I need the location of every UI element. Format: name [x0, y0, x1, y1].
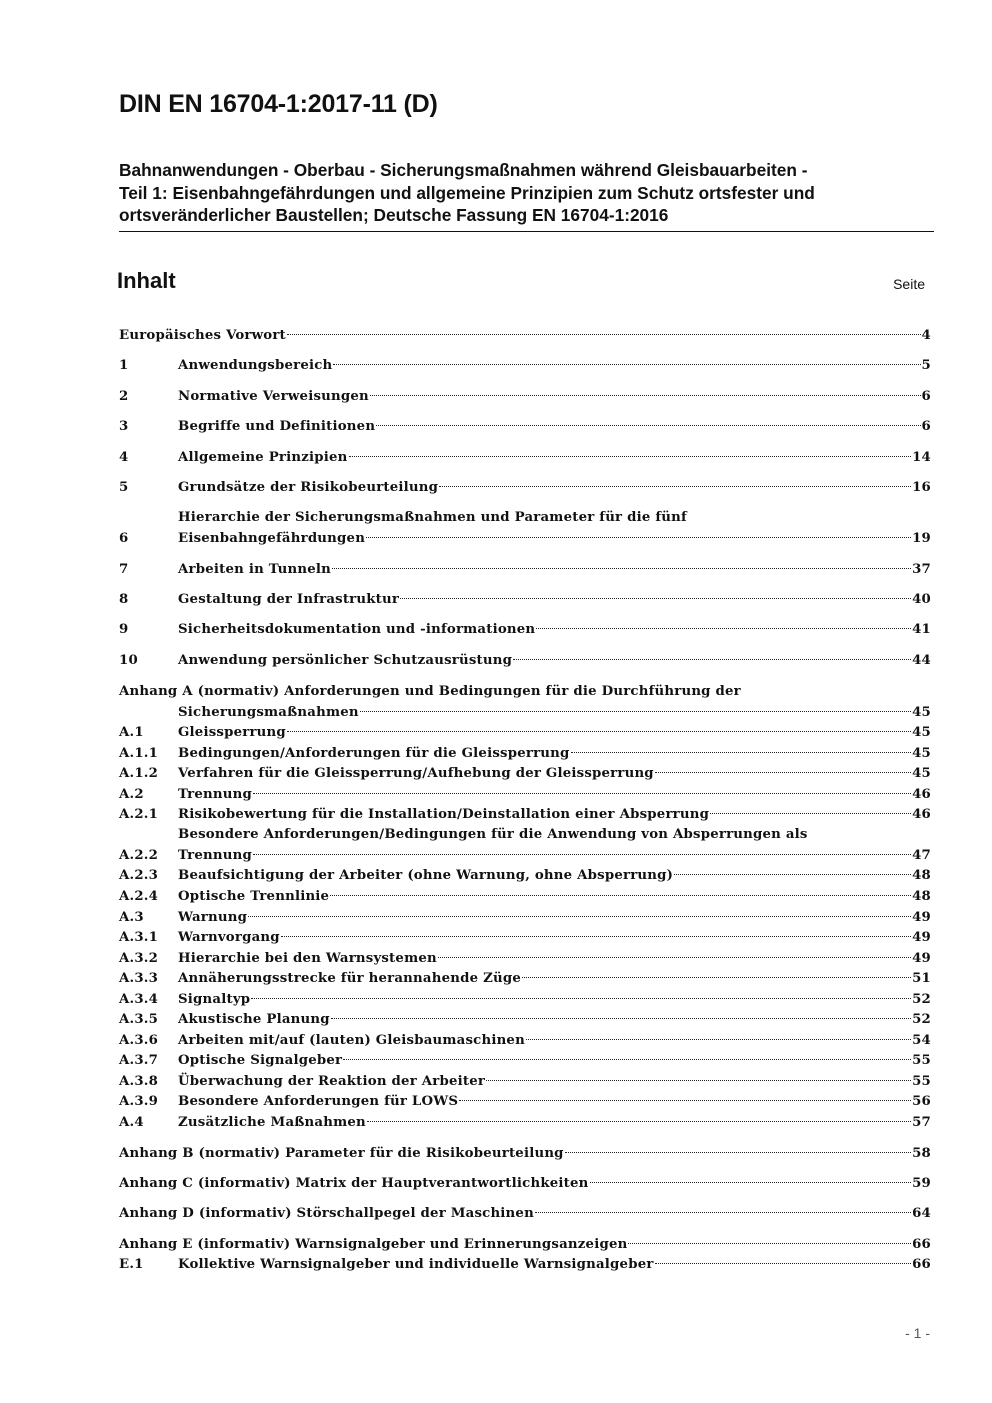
- toc-entry-page: 49: [912, 910, 931, 925]
- toc-entry-page: 48: [912, 889, 931, 904]
- toc-entry-page: 6: [921, 389, 931, 404]
- toc-entry[interactable]: [119, 866, 931, 886]
- toc-entry-number: A.2.1: [119, 807, 159, 822]
- toc-entry[interactable]: [119, 510, 931, 549]
- toc-entry-page: 66: [912, 1257, 931, 1272]
- toc-entry-title: Eisenbahngefährdungen: [178, 531, 366, 546]
- subtitle-line: Teil 1: Eisenbahngefährdungen und allgemeine Prinzipien zum Schutz ortsfester und: [119, 182, 815, 203]
- toc-entry-number: A.3.5: [119, 1012, 159, 1027]
- toc-entry-title: Arbeiten in Tunneln: [178, 562, 332, 577]
- toc-entry[interactable]: [119, 805, 931, 825]
- toc-entry-title: Trennung: [178, 848, 252, 863]
- toc-entry-page: 48: [912, 868, 931, 883]
- toc-entry-page: 46: [912, 807, 931, 822]
- dot-leader: [333, 364, 920, 365]
- dot-leader: [332, 568, 911, 569]
- toc-entry[interactable]: [119, 827, 931, 866]
- toc-entry[interactable]: [119, 887, 931, 907]
- toc-entry-number: 3: [119, 419, 129, 434]
- toc-entry-title: Überwachung der Reaktion der Arbeiter: [178, 1074, 486, 1089]
- toc-entry-number: A.2.4: [119, 889, 159, 904]
- toc-entry-title: Sicherungsmaßnahmen: [178, 705, 359, 720]
- toc-heading: Inhalt: [117, 268, 176, 293]
- toc-entry[interactable]: [119, 1235, 931, 1255]
- dot-leader: [253, 854, 911, 855]
- toc-entry-title: Anhang B (normativ) Parameter für die Risikobeurteilung: [119, 1146, 564, 1161]
- toc-entry-number: 7: [119, 562, 129, 577]
- toc-entry-page: 55: [912, 1053, 931, 1068]
- toc-entry-page: 66: [912, 1237, 931, 1252]
- toc-entry-number: A.3.6: [119, 1033, 159, 1048]
- toc-entry-number: E.1: [119, 1257, 144, 1272]
- toc-entry-title: Verfahren für die Gleissperrung/Aufhebung der Gleissperrung: [178, 766, 654, 781]
- subtitle-line: ortsveränderlicher Baustellen; Deutsche Fassung EN 16704-1:2016: [119, 205, 669, 225]
- toc-entry[interactable]: [119, 478, 931, 498]
- dot-leader: [655, 1263, 912, 1264]
- toc-entry[interactable]: [119, 356, 931, 376]
- toc-entry[interactable]: [119, 684, 931, 723]
- document-id: DIN EN 16704-1:2017-11 (D): [119, 90, 438, 118]
- toc-entry[interactable]: [119, 990, 931, 1010]
- page-number: - 1 -: [905, 1325, 930, 1341]
- toc-entry[interactable]: [119, 949, 931, 969]
- toc-entry-title: Grundsätze der Risikobeurteilung: [178, 480, 439, 495]
- dot-leader: [343, 1059, 911, 1060]
- toc-entry-title: Signaltyp: [178, 992, 251, 1007]
- dot-leader: [367, 1121, 911, 1122]
- toc-entry-number: 6: [119, 531, 129, 546]
- toc-entry-title: Anwendungsbereich: [178, 358, 333, 373]
- toc-entry-number: 2: [119, 389, 129, 404]
- toc-entry-title: Akustische Planung: [178, 1012, 330, 1027]
- toc-entry-page: 57: [912, 1115, 931, 1130]
- dot-leader: [459, 1100, 911, 1101]
- toc-entry-page: 56: [912, 1094, 931, 1109]
- dot-leader: [287, 334, 921, 335]
- toc-entry-title-line1: Hierarchie der Sicherungsmaßnahmen und Parameter für die fünf: [178, 510, 687, 525]
- toc-entry-number: A.3: [119, 910, 144, 925]
- toc-entry-page: 45: [912, 705, 931, 720]
- toc-entry-page: 47: [912, 848, 931, 863]
- toc-entry-title: Normative Verweisungen: [178, 389, 369, 404]
- toc-entry[interactable]: [119, 417, 931, 437]
- dot-leader: [251, 998, 911, 999]
- toc-entry[interactable]: [119, 908, 931, 928]
- toc-entry-page: 55: [912, 1074, 931, 1089]
- toc-entry[interactable]: [119, 723, 931, 743]
- dot-leader: [513, 659, 911, 660]
- toc-entry-page: 45: [912, 725, 931, 740]
- toc-entry-number: A.4: [119, 1115, 144, 1130]
- toc-entry-title: Arbeiten mit/auf (lauten) Gleisbaumaschinen: [178, 1033, 525, 1048]
- toc-entry-title: Warnvorgang: [178, 930, 280, 945]
- dot-leader: [360, 711, 911, 712]
- toc-entry-page: 45: [912, 746, 931, 761]
- table-of-contents: [119, 0, 931, 1403]
- toc-entry-number: A.3.9: [119, 1094, 159, 1109]
- toc-entry-page: 54: [912, 1033, 931, 1048]
- toc-entry-page: 52: [912, 1012, 931, 1027]
- toc-entry-page: 37: [912, 562, 931, 577]
- dot-leader: [486, 1080, 911, 1081]
- toc-entry-title: Begriffe und Definitionen: [178, 419, 376, 434]
- toc-entry-page: 51: [912, 971, 931, 986]
- toc-entry-title: Anhang D (informativ) Störschallpegel der Maschinen: [119, 1206, 534, 1221]
- toc-entry-number: A.3.2: [119, 951, 159, 966]
- toc-entry-title: Hierarchie bei den Warnsystemen: [178, 951, 437, 966]
- toc-entry-number: 4: [119, 450, 129, 465]
- toc-entry-page: 64: [912, 1206, 931, 1221]
- toc-entry-page: 4: [921, 328, 931, 343]
- toc-entry-number: A.1.2: [119, 766, 159, 781]
- subtitle-line: Bahnanwendungen - Oberbau - Sicherungsmaßnahmen während Gleisbauarbeiten -: [119, 160, 808, 180]
- toc-entry-number: A.2.2: [119, 848, 159, 863]
- toc-entry-page: 5: [921, 358, 931, 373]
- toc-entry-number: A.2.3: [119, 868, 159, 883]
- toc-entry-page: 14: [912, 450, 931, 465]
- toc-entry-number: A.1: [119, 725, 144, 740]
- toc-entry[interactable]: [119, 326, 931, 346]
- toc-entry[interactable]: [119, 785, 931, 805]
- toc-entry-page: 41: [912, 622, 931, 637]
- toc-entry-page: 49: [912, 930, 931, 945]
- dot-leader: [628, 1243, 911, 1244]
- toc-entry[interactable]: [119, 1174, 931, 1194]
- toc-entry-number: 5: [119, 480, 129, 495]
- toc-entry-page: 59: [912, 1176, 931, 1191]
- dot-leader: [349, 456, 912, 457]
- toc-entry-title: Annäherungsstrecke für herannahende Züge: [178, 971, 522, 986]
- toc-entry[interactable]: [119, 1072, 931, 1092]
- toc-entry[interactable]: [119, 1144, 931, 1164]
- dot-leader: [330, 895, 911, 896]
- dot-leader: [248, 916, 911, 917]
- toc-entry-page: 40: [912, 592, 931, 607]
- dot-leader: [536, 628, 911, 629]
- toc-entry-number: A.3.4: [119, 992, 159, 1007]
- dot-leader: [400, 598, 911, 599]
- dot-leader: [674, 874, 911, 875]
- page-column-label: Seite: [893, 276, 925, 292]
- dot-leader: [590, 1182, 912, 1183]
- toc-entry-page: 6: [921, 419, 931, 434]
- dot-leader: [253, 793, 911, 794]
- toc-entry-page: 16: [912, 480, 931, 495]
- toc-entry-title: Gleissperrung: [178, 725, 286, 740]
- toc-entry-number: A.1.1: [119, 746, 159, 761]
- toc-entry[interactable]: [119, 764, 931, 784]
- toc-entry-title: Beaufsichtigung der Arbeiter (ohne Warnung, ohne Absperrung): [178, 868, 674, 883]
- toc-entry-page: 52: [912, 992, 931, 1007]
- toc-entry[interactable]: [119, 1010, 931, 1030]
- dot-leader: [287, 731, 911, 732]
- toc-entry-title: Anhang E (informativ) Warnsignalgeber und Erinnerungsanzeigen: [119, 1237, 628, 1252]
- toc-entry-number: A.3.7: [119, 1053, 159, 1068]
- toc-entry-number: 8: [119, 592, 129, 607]
- toc-entry-number: 10: [119, 653, 138, 668]
- toc-entry-title: Europäisches Vorwort: [119, 328, 286, 343]
- dot-leader: [439, 486, 911, 487]
- dot-leader: [522, 977, 911, 978]
- toc-entry-page: 45: [912, 766, 931, 781]
- toc-entry[interactable]: [119, 1255, 931, 1275]
- toc-entry[interactable]: [119, 1051, 931, 1071]
- toc-entry-page: 58: [912, 1146, 931, 1161]
- dot-leader: [565, 1152, 911, 1153]
- toc-entry-title: Bedingungen/Anforderungen für die Gleissperrung: [178, 746, 570, 761]
- dot-leader: [281, 936, 911, 937]
- toc-entry-title: Sicherheitsdokumentation und -informationen: [178, 622, 536, 637]
- toc-entry-page: 44: [912, 653, 931, 668]
- toc-entry[interactable]: [119, 590, 931, 610]
- toc-entry[interactable]: [119, 1092, 931, 1112]
- toc-entry-title: Anhang C (informativ) Matrix der Hauptverantwortlichkeiten: [119, 1176, 589, 1191]
- dot-leader: [571, 752, 912, 753]
- dot-leader: [376, 425, 920, 426]
- toc-entry-number: 1: [119, 358, 129, 373]
- dot-leader: [710, 813, 911, 814]
- toc-entry-title: Zusätzliche Maßnahmen: [178, 1115, 366, 1130]
- toc-entry-title: Optische Signalgeber: [178, 1053, 343, 1068]
- toc-entry[interactable]: [119, 1113, 931, 1133]
- toc-entry[interactable]: [119, 651, 931, 671]
- toc-entry-title: Optische Trennlinie: [178, 889, 330, 904]
- toc-entry-number: A.3.8: [119, 1074, 159, 1089]
- toc-entry-title: Besondere Anforderungen für LOWS: [178, 1094, 459, 1109]
- toc-entry-number: A.3.1: [119, 930, 159, 945]
- toc-entry[interactable]: [119, 969, 931, 989]
- dot-leader: [438, 957, 911, 958]
- toc-entry-page: 46: [912, 787, 931, 802]
- toc-entry-title: Gestaltung der Infrastruktur: [178, 592, 400, 607]
- dot-leader: [655, 772, 911, 773]
- toc-entry[interactable]: [119, 620, 931, 640]
- toc-entry-title: Anwendung persönlicher Schutzausrüstung: [178, 653, 513, 668]
- toc-entry-page: 49: [912, 951, 931, 966]
- toc-entry-title: Warnung: [178, 910, 248, 925]
- toc-entry[interactable]: [119, 560, 931, 580]
- toc-entry-number: 9: [119, 622, 129, 637]
- dot-leader: [526, 1039, 911, 1040]
- toc-entry-number: A.2: [119, 787, 144, 802]
- toc-entry-title-line1: Anhang A (normativ) Anforderungen und Bedingungen für die Durchführung der: [119, 684, 741, 699]
- toc-entry[interactable]: [119, 387, 931, 407]
- toc-entry-title: Trennung: [178, 787, 252, 802]
- toc-entry-title-line1: Besondere Anforderungen/Bedingungen für die Anwendung von Absperrungen als: [178, 827, 808, 842]
- toc-entry-number: A.3.3: [119, 971, 159, 986]
- toc-entry[interactable]: [119, 1204, 931, 1224]
- toc-entry[interactable]: [119, 744, 931, 764]
- toc-entry-page: 19: [912, 531, 931, 546]
- toc-entry[interactable]: [119, 928, 931, 948]
- dot-leader: [535, 1212, 911, 1213]
- toc-entry-title: Allgemeine Prinzipien: [178, 450, 348, 465]
- dot-leader: [366, 537, 911, 538]
- toc-entry-title: Kollektive Warnsignalgeber und individuelle Warnsignalgeber: [178, 1257, 654, 1272]
- toc-entry[interactable]: [119, 1031, 931, 1051]
- toc-entry[interactable]: [119, 448, 931, 468]
- dot-leader: [331, 1018, 911, 1019]
- dot-leader: [370, 395, 921, 396]
- toc-entry-title: Risikobewertung für die Installation/Deinstallation einer Absperrung: [178, 807, 710, 822]
